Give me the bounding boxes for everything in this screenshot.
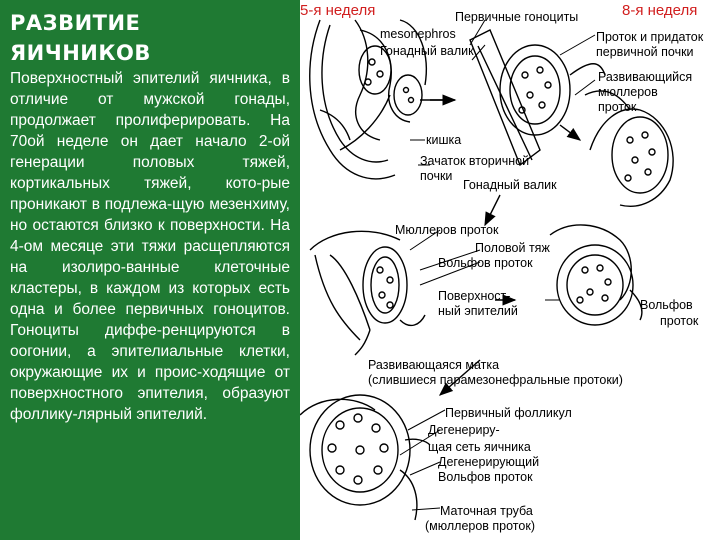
label-wolff-right-1: Вольфов bbox=[640, 298, 693, 312]
label-surface-2: ный эпителий bbox=[438, 304, 518, 318]
arrow-3 bbox=[485, 195, 500, 225]
label-week5: 5-я неделя bbox=[300, 2, 376, 19]
label-degenerating-1: Дегенериру- bbox=[428, 423, 500, 437]
title-line-1: РАЗВИТИЕ bbox=[10, 11, 141, 35]
label-wolff-right-2: проток bbox=[660, 314, 699, 328]
label-secondary-2: почки bbox=[420, 169, 453, 183]
label-degenerating-wolff-1: Дегенерирующий bbox=[438, 455, 540, 469]
ovary-development-diagram bbox=[300, 0, 720, 540]
stage-4-drawing bbox=[300, 395, 430, 520]
label-duct-appendage-1: Проток и придаток bbox=[596, 30, 704, 44]
label-degenerating-wolff-2: Вольфов проток bbox=[438, 470, 533, 484]
title-line-2: ЯИЧНИКОВ bbox=[10, 41, 151, 65]
label-uterus-2: (слившиеся парамезонефральные протоки) bbox=[368, 373, 623, 387]
leader-line bbox=[410, 462, 440, 475]
leader-line bbox=[560, 35, 595, 55]
label-primary-follicle: Первичный фолликул bbox=[445, 406, 572, 420]
label-secondary-1: Зачаток вторичной bbox=[420, 154, 530, 168]
text-panel bbox=[0, 0, 300, 540]
label-duct-appendage-2: первичной почки bbox=[596, 45, 694, 59]
label-developing-3: проток bbox=[598, 100, 637, 114]
page-title bbox=[10, 8, 151, 68]
label-intestine: кишка bbox=[426, 133, 462, 147]
label-gonad-ridge-top: Гонадный валик bbox=[380, 44, 474, 58]
label-muller-duct: Мюллеров проток bbox=[395, 223, 499, 237]
label-developing-2: мюллеров bbox=[598, 85, 658, 99]
label-sex-cord: Половой тяж bbox=[475, 241, 550, 255]
label-primary-gonocytes: Первичные гоноциты bbox=[455, 10, 579, 24]
arrow-2 bbox=[560, 125, 580, 140]
label-uterus-1: Развивающаяся матка bbox=[368, 358, 500, 372]
label-mesonephros: mesonephros bbox=[380, 27, 456, 41]
description-paragraph: Поверхностный эпителий яичника, в отличие от мужской гонады, продолжает пролиферировать. На 70ой неделе он дает начало 2-ой генерации половых тяжей, кортикальных тяжей, кото-рые проникают в подлежа-щую мезенхиму, но остаются близко к поверхности. На 4-ом месяце эти тяжи расщепляются на изолиро-ванные клеточные кластеры, в каждом из которых есть одна и более первичных гоноцитов. Гоноциты диффе-ренцируются в оогонии, а эпителиальные клетки, окружающие их и проис-ходящие от поверхностного эпителия, образуют фоллику-лярный эпителий. bbox=[10, 70, 290, 423]
label-developing-1: Развивающийся bbox=[598, 70, 693, 84]
label-gonad-ridge-mid: Гонадный валик bbox=[463, 178, 557, 192]
label-uterine-tube-1: Маточная труба bbox=[440, 504, 533, 518]
label-surface-1: Поверхност- bbox=[438, 289, 511, 303]
stage-3-right-drawing bbox=[550, 225, 642, 325]
label-wolff-duct: Вольфов проток bbox=[438, 256, 533, 270]
label-week8: 8-я неделя bbox=[622, 2, 698, 19]
label-degenerating-2: щая сеть яичника bbox=[428, 440, 531, 454]
stage-week8-ovary-drawing bbox=[590, 109, 673, 206]
stage-3-drawing bbox=[310, 231, 425, 355]
label-uterine-tube-2: (мюллеров проток) bbox=[425, 519, 535, 533]
